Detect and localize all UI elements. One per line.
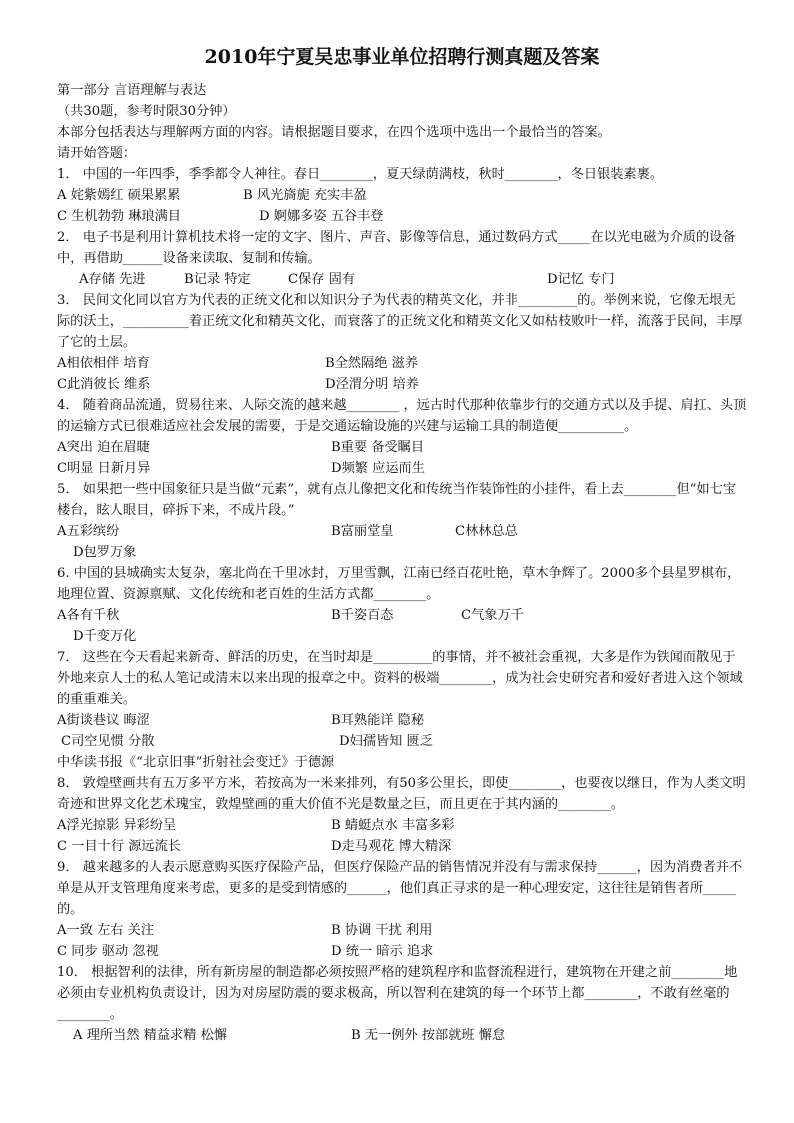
question-8-stem: 8． 敦煌壁画共有五万多平方米，若按高为一米来排列，有50多公里长，即使________，也要夜以继日，作为人类文明奇迹和世界文化艺术瑰宝，敦煌壁画的重大价值不光是数量之巨，而且更在于其内涵的________。 bbox=[57, 776, 746, 812]
question-5-options-row2 bbox=[57, 542, 747, 563]
q7-option-b: B耳熟能详 隐秘 bbox=[331, 713, 425, 728]
q4-option-a: A突出 迫在眉睫 bbox=[57, 440, 150, 455]
question-7-stem: 7． 这些在今天看起来新奇、鲜活的历史，在当时却是_________的事情，并不被社会重视，大多是作为铁闻而散见于外地来京人士的私人笔记或清末以来出现的报章之中。资料的极端________，成为社会史研究者和爱好者进入这个领域的重重难关。 bbox=[57, 650, 743, 707]
q6-option-c: C气象万千 bbox=[461, 608, 524, 623]
question-5-options-row1 bbox=[57, 521, 747, 542]
q2-option-a: A存储 先进 bbox=[79, 272, 146, 287]
q9-option-b: B 协调 干扰 利用 bbox=[331, 923, 433, 938]
q8-option-d: D走马观花 博大精深 bbox=[331, 839, 452, 854]
q5-option-a: A五彩缤纷 bbox=[57, 524, 120, 539]
q7-option-d: D妇孺皆知 匮乏 bbox=[339, 734, 433, 749]
question-8-options-row1 bbox=[57, 815, 747, 836]
q4-option-b: B重要 备受瞩目 bbox=[331, 440, 425, 455]
document-page bbox=[57, 44, 747, 1046]
q4-option-c: C明显 日新月异 bbox=[57, 461, 151, 476]
q3-option-c: C此消彼长 维系 bbox=[57, 377, 151, 392]
q7-option-c: C司空见惯 分散 bbox=[61, 734, 155, 749]
q6-option-b: B千姿百态 bbox=[331, 608, 394, 623]
q3-option-d: D泾渭分明 培养 bbox=[325, 377, 419, 392]
page-title: 2010年宁夏吴忠事业单位招聘行测真题及答案 bbox=[204, 46, 600, 68]
question-6-stem: 6. 中国的县城确实太复杂，塞北尚在千里冰封，万里雪飘，江南已经百花吐艳，草木争辉了。2000多个县星罗棋布，地理位置、资源禀赋、文化传统和老百姓的生活方式都________。 bbox=[57, 566, 741, 602]
q3-option-b: B全然隔绝 滋养 bbox=[325, 356, 419, 371]
q10-option-b: B 无一例外 按部就班 懈怠 bbox=[351, 1028, 506, 1043]
question-2-stem: 2． 电子书是利用计算机技术将一定的文字、图片、声音、影像等信息，通过数码方式_____在以光电磁为介质的设备中，再借助______设备来读取、复制和传输。 bbox=[57, 230, 736, 266]
q5-option-c: C林林总总 bbox=[455, 524, 518, 539]
q7-source: 中华读书报《“北京旧事”折射社会变迁》于德源 bbox=[57, 755, 335, 770]
question-3-stem: 3． 民间文化同以官方为代表的正统文化和以知识分子为代表的精英文化，并非_________的。举例来说，它像无垠无际的沃土，__________着正统文化和精英文化，而衰落了的正统文化和精英文化又如枯枝败叶一样，流落于民间，丰厚了它的土层。 bbox=[57, 293, 743, 350]
question-1-stem: 1． 中国的一年四季，季季都令人神往。春日________，夏天绿荫满枝，秋时________，冬日银装素裹。 bbox=[57, 167, 664, 182]
question-10-options-row1 bbox=[57, 1025, 747, 1046]
q6-option-d: D千变万化 bbox=[73, 629, 137, 644]
question-7-options-row2 bbox=[57, 731, 747, 752]
q8-option-c: C 一目十行 源远流长 bbox=[57, 839, 181, 854]
q5-option-b: B富丽堂皇 bbox=[331, 524, 394, 539]
question-7-options-row1 bbox=[57, 710, 747, 731]
q8-option-a: A浮光掠影 异彩纷呈 bbox=[57, 818, 177, 833]
question-6-options-row2 bbox=[57, 626, 747, 647]
question-4-options-row2 bbox=[57, 458, 747, 479]
question-10-stem: 10． 根据智利的法律，所有新房屋的制造都必须按照严格的建筑程序和监督流程进行，建筑物在开建之前________地必须由专业机构负责设计，因为对房屋防震的要求极高，所以智利在建筑的每一个环节上都________，不敢有丝毫的________。 bbox=[57, 965, 738, 1022]
question-5-stem: 5． 如果把一些中国象征只是当做“元素”，就有点儿像把文化和传统当作装饰性的小挂件，看上去________但“如七宝楼台，眩人眼目，碎拆下来，不成片段。” bbox=[57, 482, 736, 518]
intro-text: 本部分包括表达与理解两方面的内容。请根据题目要求，在四个选项中选出一个最恰当的答案。 bbox=[57, 125, 611, 140]
q2-option-c: C保存 固有 bbox=[288, 272, 356, 287]
q1-option-b: B 风光旖旎 充实丰盈 bbox=[243, 188, 367, 203]
question-6-options-row1 bbox=[57, 605, 747, 626]
question-9-options-row1 bbox=[57, 920, 747, 941]
question-3-options-row1 bbox=[57, 353, 747, 374]
question-9-stem: 9． 越来越多的人表示愿意购买医疗保险产品，但医疗保险产品的销售情况并没有与需求保持______，因为消费者并不单是从开支管理角度来考虑，更多的是受到情感的______，他们真正寻求的是一种心理安定，这往往是销售者所_____的。 bbox=[57, 860, 743, 917]
q7-option-a: A街谈巷议 晦涩 bbox=[57, 713, 150, 728]
q4-option-d: D频繁 应运而生 bbox=[331, 461, 425, 476]
question-2-options bbox=[57, 269, 747, 290]
start-text: 请开始答题： bbox=[57, 146, 137, 161]
q2-option-d: D记忆 专门 bbox=[547, 272, 615, 287]
q3-option-a: A相依相伴 培育 bbox=[57, 356, 150, 371]
q1-option-c: C 生机勃勃 琳琅满目 bbox=[57, 209, 181, 224]
question-3-options-row2 bbox=[57, 374, 747, 395]
question-8-options-row2 bbox=[57, 836, 747, 857]
question-9-options-row2 bbox=[57, 941, 747, 962]
question-1-options-row1 bbox=[57, 185, 747, 206]
q2-option-b: B记录 特定 bbox=[184, 272, 251, 287]
q6-option-a: A各有千秋 bbox=[57, 608, 120, 623]
q9-option-a: A一致 左右 关注 bbox=[57, 923, 155, 938]
question-4-stem: 4． 随着商品流通，贸易往来、人际交流的越来越________ ，远古时代那种依靠步行的交通方式以及手提、肩扛、头顶的运输方式已很难适应社会发展的需要，于是交通运输设施的兴建与运输工具的制造便__________。 bbox=[57, 398, 747, 434]
q1-option-a: A 姹紫嫣红 硕果累累 bbox=[57, 188, 181, 203]
q1-option-d: D 婀娜多姿 五谷丰登 bbox=[259, 209, 384, 224]
part-heading: 第一部分 言语理解与表达 bbox=[57, 83, 207, 98]
q8-option-b: B 蜻蜓点水 丰富多彩 bbox=[331, 818, 455, 833]
question-1-options-row2 bbox=[57, 206, 747, 227]
q5-option-d: D包罗万象 bbox=[73, 545, 137, 560]
question-4-options-row1 bbox=[57, 437, 747, 458]
q10-option-a: A 理所当然 精益求精 松懈 bbox=[73, 1028, 227, 1043]
q9-option-d: D 统一 暗示 追求 bbox=[331, 944, 434, 959]
q9-option-c: C 同步 驱动 忽视 bbox=[57, 944, 159, 959]
time-note: （共30题，参考时限30分钟） bbox=[57, 104, 236, 119]
